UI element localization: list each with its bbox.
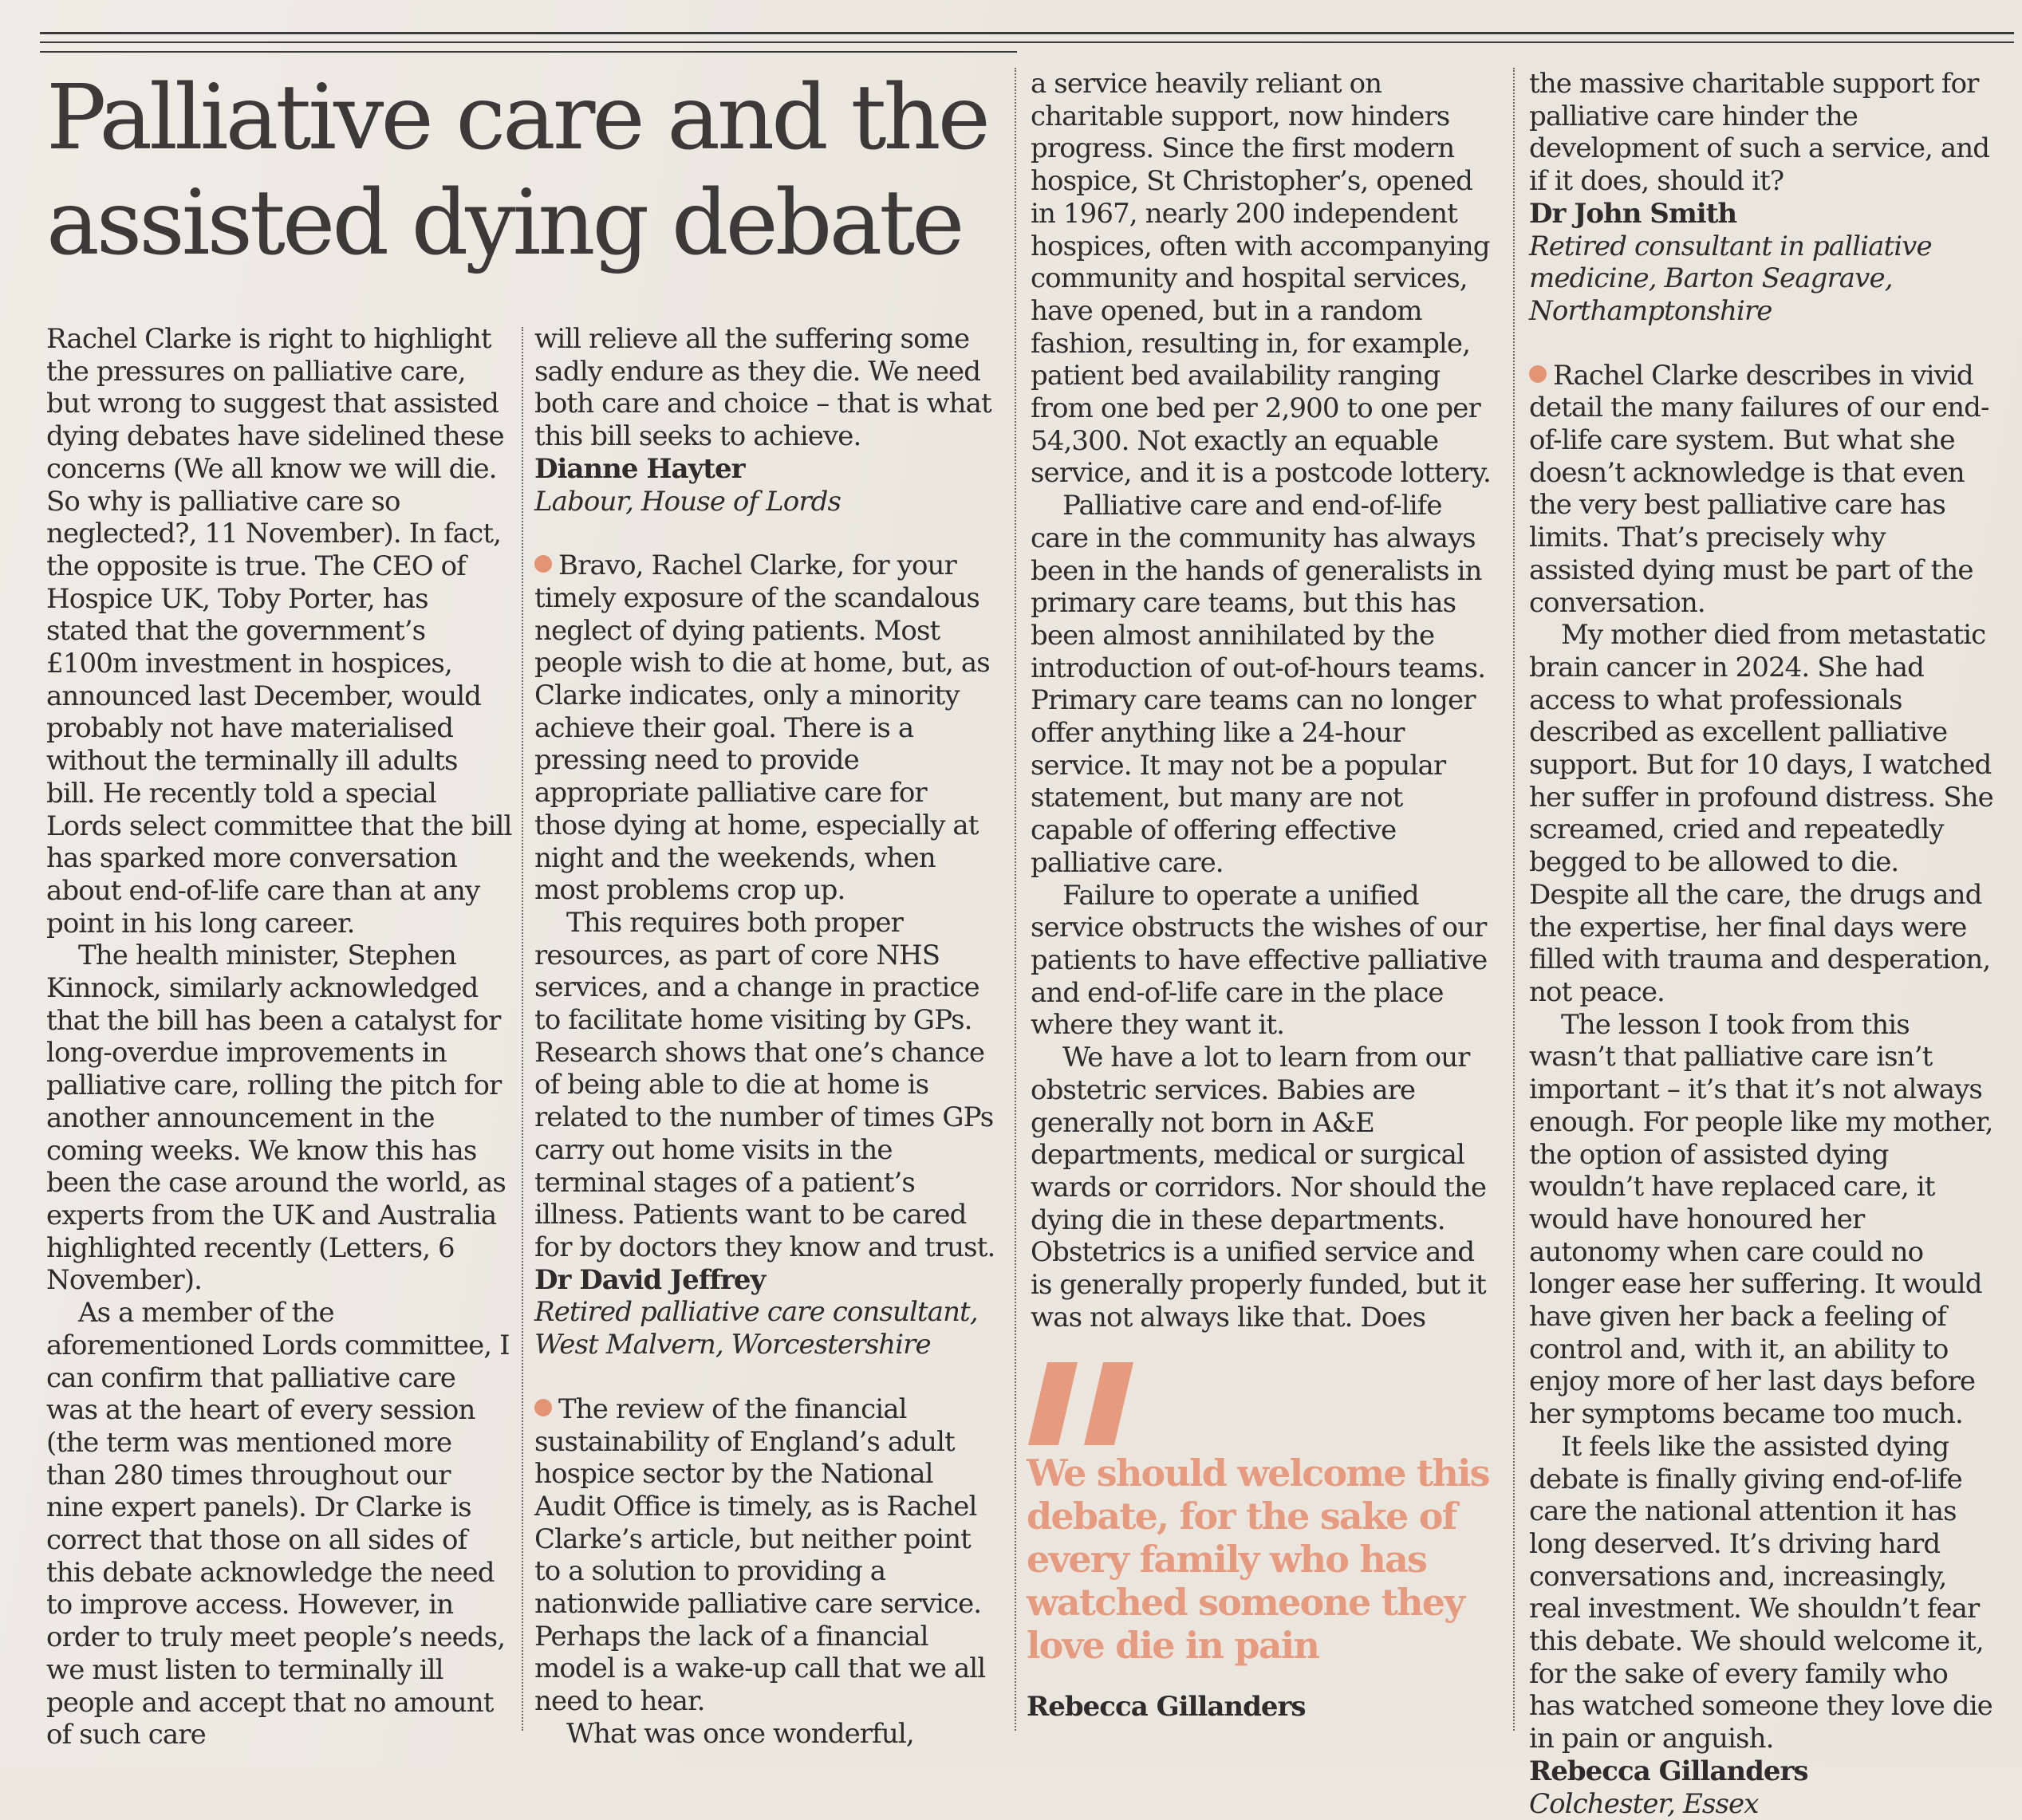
letter4-paragraph-2: My mother died from metastatic brain cancer in 2024. She had access to what professionals described as excellent palliative support. But for 10 days, I watched her suffer in profound distress. She screamed, cried and repeatedly begged to be allowed to die. Despite all the care, the drugs and the expertise, her final days were filled with trauma and desperation, not peace. [1529,619,1993,1008]
letter1-paragraph-4: will relieve all the suffering some sadly endure as they die. We need both care and choice – that is what this bill seeks to achieve. [534,323,991,453]
column-4 [1529,68,1996,1820]
headline: Palliative care and the assisted dying debate [46,66,987,275]
quote-mark-icon [1025,1356,1153,1452]
letter4-author: Rebecca Gillanders [1529,1755,1808,1787]
bullet-icon [1529,365,1547,383]
letter1-paragraph-3: As a member of the aforementioned Lords committee, I can confirm that palliative care was at the heart of every session (the term was mentioned more than 280 times throughout our nine expert panels). Dr Clarke is correct that those on all sides of this debate acknowledge the need to improve access. However, in order to truly meet people’s needs, we must listen to terminally ill people and accept that no amount of such care [46,1297,510,1751]
letter4-paragraph-4: It feels like the assisted dying debate is finally giving end-of-life care the national attention it has long deserved. It’s driving hard conversations and, increasingly, real investment. We shouldn’t fear this debate. We should welcome it, for the sake of every family who has watched someone they love die in pain or anguish. [1529,1430,1992,1755]
letter1-paragraph-1: Rachel Clarke is right to highlight the pressures on palliative care, but wrong to suggest that assisted dying debates have sidelined these concerns (We all know we will die. So why is palliative care so neglected?, 11 November). In fact, the opposite is true. The CEO of Hospice UK, Toby Porter, has stated that the government’s £100m investment in hospices, announced last December, would probably not have materialised without the terminally ill adults bill. He recently told a special Lords select committee that the bill has sparked more conversation about end-of-life care than at any point in his long career. [46,323,512,940]
letter3-paragraph-7: the massive charitable support for palliative care hinder the development of such a service, and if it does, should it? [1529,68,1990,198]
letter3-affiliation-1: Retired consultant in palliative [1529,230,1932,262]
letter2-author: Dr David Jeffrey [534,1263,766,1296]
letter2-paragraph-1-text: Bravo, Rachel Clarke, for your timely exposure of the scandalous neglect of dying patients. Most people wish to die at home, but, as Clarke indicates, only a minority achieve their goal. There is a pressing need to provide appropriate palliative care for those dying at home, especially at night and the weekends, when most problems crop up. [534,550,990,907]
column-3 [1031,68,1498,1333]
column-1 [46,323,514,1751]
top-rule-3 [40,51,1017,53]
pull-quote-credit: Rebecca Gillanders [1027,1691,1306,1723]
letter4-affiliation: Colchester, Essex [1529,1787,1759,1820]
letter3-paragraph-6: We have a lot to learn from our obstetric services. Babies are generally not born in A&E departments, medical or surgical wards or corridors. Nor should the dying die in these departments. Obstetrics is a unified service and is generally properly funded, but it was not always like that. Does [1031,1042,1487,1333]
bullet-icon [534,555,552,573]
letter3-affiliation-3: Northamptonshire [1529,294,1772,327]
column-divider-3 [1513,68,1515,1731]
top-rule-2 [40,41,2014,43]
column-2 [534,323,1002,1751]
letter3-paragraph-1 [534,1393,1002,1718]
letter2-affiliation-2: West Malvern, Worcestershire [534,1329,931,1361]
letter1-affiliation: Labour, House of Lords [534,485,842,518]
bullet-icon [534,1399,552,1416]
letter2-paragraph-1 [534,550,1002,907]
top-rule [40,32,2014,34]
letter3-paragraph-1-text: The review of the financial sustainability of England’s adult hospice sector by the National Audit Office is timely, as is Rachel Clarke’s article, but neither point to a solution to providing a nationwide palliative care service. Perhaps the lack of a financial model is a wake-up call that we all need to hear. [534,1393,986,1718]
letter3-author: Dr John Smith [1529,197,1737,230]
letter3-affiliation-2: medicine, Barton Seagrave, [1529,262,1893,295]
letter2-affiliation-1: Retired palliative care consultant, [534,1296,978,1329]
letter2-paragraph-2: This requires both proper resources, as part of core NHS services, and a change in practice to facilitate home visiting by GPs. Research shows that one’s chance of being able to die at home is related to the number of times GPs carry out home visits in the terminal stages of a patient’s illness. Patients want to be cared for by doctors they know and trust. [534,906,995,1263]
letter4-paragraph-3: The lesson I took from this wasn’t that palliative care isn’t important – it’s that it’s not always enough. For people like my mother, the option of assisted dying wouldn’t have replaced care, it would have honoured her autonomy when care could no longer ease her suffering. It would have given her back a feeling of control and, with it, an ability to enjoy more of her last days before her symptoms became too much. [1529,1008,1993,1431]
letter3-paragraph-2: What was once wonderful, [566,1717,914,1750]
letter1-paragraph-2: The health minister, Stephen Kinnock, similarly acknowledged that the bill has been a catalyst for long-overdue improvements in palliative care, rolling the pitch for another announcement in the coming weeks. We know this has been the case around the world, as experts from the UK and Australia highlighted recently (Letters, 6 November). [46,940,506,1297]
letter1-author: Dianne Hayter [534,452,745,485]
letter4-paragraph-1-text: Rachel Clarke describes in vivid detail the many failures of our end-of-life care system. But what she doesn’t acknowledge is that even the very best palliative care has limits. That’s precisely why assisted dying must be part of the conversation. [1529,359,1989,619]
column-divider-2 [1015,68,1016,1731]
pull-quote: We should welcome this debate, for the sake of every family who has watched someone they love die in pain [1027,1452,1489,1667]
letter3-paragraph-4: Palliative care and end-of-life care in the community has always been in the hands of generalists in primary care teams, but this has been almost annihilated by the introduction of out-of-hours teams. Primary care teams can no longer offer anything like a 24-hour service. It may not be a popular statement, but many are not capable of offering effective palliative care. [1031,490,1486,879]
letter3-paragraph-5: Failure to operate a unified service obstructs the wishes of our patients to have effective palliative and end-of-life care in the place where they want it. [1031,879,1488,1042]
column-divider-1 [522,327,523,1731]
letter4-paragraph-1 [1529,360,1996,620]
letter3-paragraph-3: a service heavily reliant on charitable support, now hinders progress. Since the first modern hospice, St Christopher’s, opened in 1967, nearly 200 independent hospices, often with accompanying community and hospital services, have opened, but in a random fashion, resulting in, for example, patient bed availability ranging from one bed per 2,900 to one per 54,300. Not exactly an equable service, and it is a postcode lottery. [1031,68,1491,490]
